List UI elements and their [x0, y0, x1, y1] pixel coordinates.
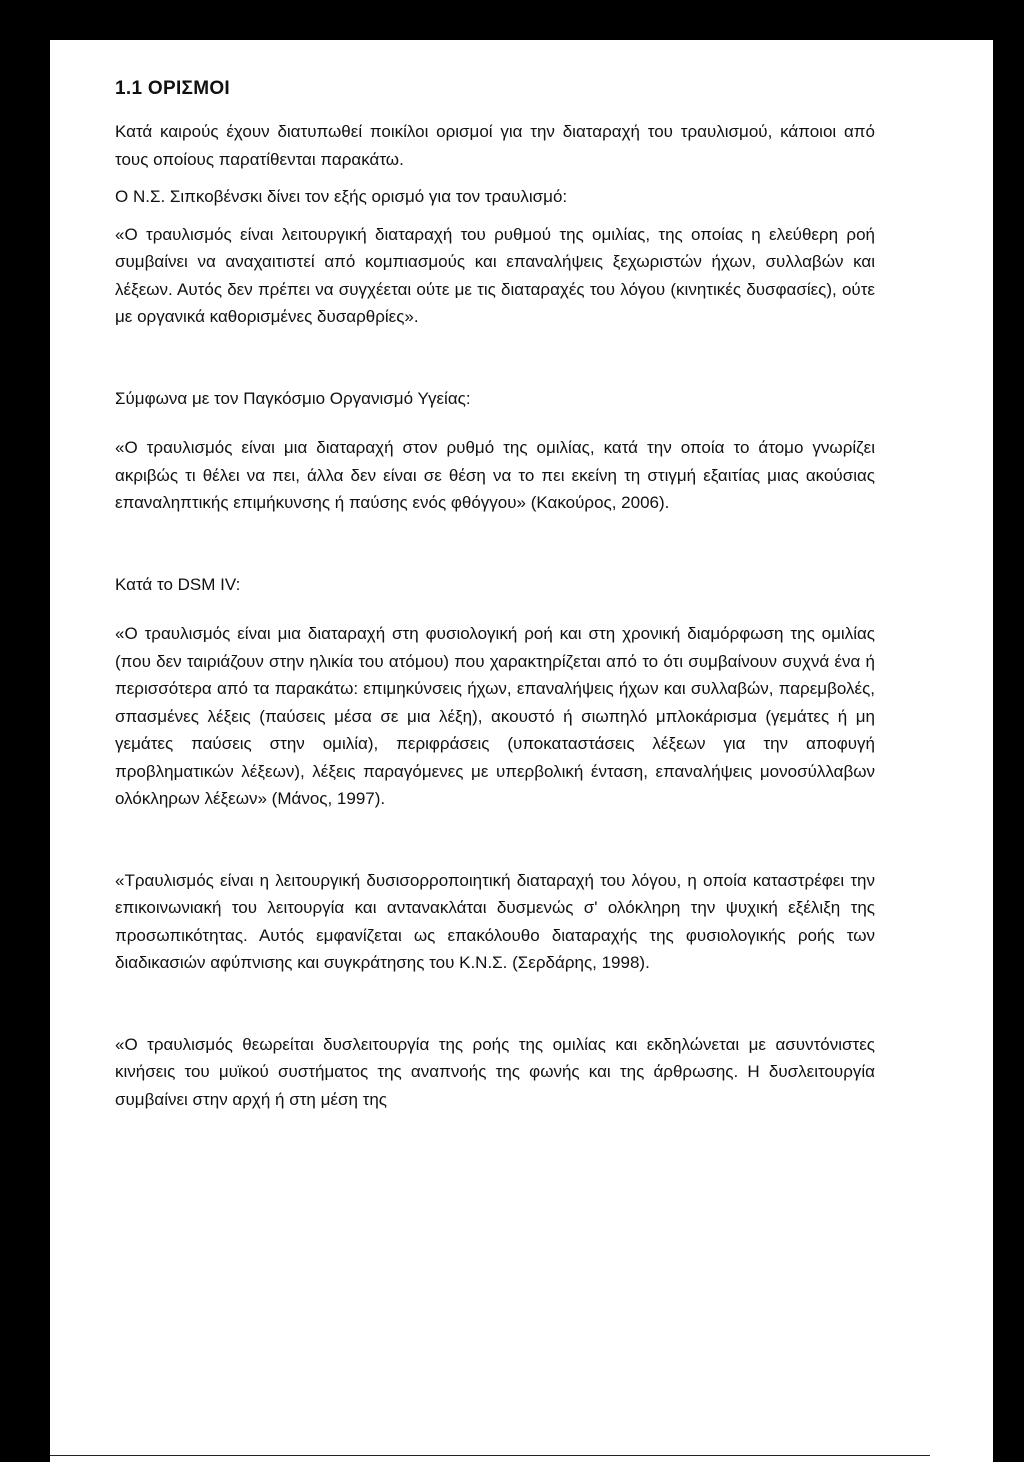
spacer [115, 331, 875, 385]
quote-serdaris: «Τραυλισμός είναι η λειτουργική δυσισορροποιητική διαταραχή του λόγου, η οποία καταστρέφει την επικοινωνιακή του λειτουργία και αντανακλάται δυσμενώς σ' ολόκληρη την ψυχική εξέλιξη της προσωπικότητας. Αυτός εμφανίζεται ως επακόλουθο διαταραχής της φυσιολογικής ροής των διαδικασιών αφύπνισης και συγκράτησης του Κ.Ν.Σ. (Σερδάρης, 1998). [115, 870, 875, 972]
footnote-divider [50, 1455, 930, 1456]
quote-sipkovenski: «Ο τραυλισμός είναι λειτουργική διαταραχή του ρυθμού της ομιλίας, της οποίας η ελεύθερη ροή συμβαίνει να αναχαιτιστεί από κομπιασμούς και επαναλήψεις ξεχωριστών ήχων, συλλαβών και λέξεων. Αυτός δεν πρέπει να συγχέεται ούτε με τις διαταραχές του λόγου (κινητικές δυσφασίες), ούτε με οργανικά καθορισμένες δυσαρθρίες». [115, 224, 875, 326]
paragraph-sipkovenski-intro: Ο Ν.Σ. Σιπκοβένσκι δίνει τον εξής ορισμό για τον τραυλισμό: [115, 187, 568, 206]
document-body [115, 78, 875, 1113]
spacer [115, 598, 875, 620]
spacer [115, 173, 875, 183]
spacer [115, 211, 875, 221]
document-page [50, 40, 993, 1462]
quote-who: «Ο τραυλισμός είναι μια διαταραχή στον ρυθμό της ομιλίας, κατά την οποία το άτομο γνωρίζει ακριβώς τι θέλει να πει, άλλα δεν είναι σε θέση να το πει εκείνη τη στιγμή εξαιτίας μιας ακούσιας επαναληπτικής επιμήκυνσης ή παύσης ενός φθόγγου» (Κακούρος, 2006). [115, 438, 875, 512]
paragraph-dsm-intro: Κατά το DSM IV: [115, 574, 241, 594]
paragraph-intro: Κατά καιρούς έχουν διατυπωθεί ποικίλοι ορισμοί για την διαταραχή του τραυλισμού, κάποιοι από τους οποίους παρατίθενται παρακάτω. [115, 122, 875, 169]
section-heading: 1.1 ΟΡΙΣΜΟΙ [115, 78, 231, 99]
spacer [115, 412, 875, 434]
quote-dysfunction: «Ο τραυλισμός θεωρείται δυσλειτουργία της ροής της ομιλίας και εκδηλώνεται με ασυντόνιστες κινήσεις του μυϊκού συστήματος της αναπνοής της φωνής και της άρθρωσης. Η δυσλειτουργία συμβαίνει στην αρχή ή στη μέση της [115, 1034, 875, 1109]
paragraph-who-intro: Σύμφωνα με τον Παγκόσμιο Οργανισμό Υγείας: [115, 388, 471, 408]
spacer [115, 813, 875, 867]
quote-dsm: «Ο τραυλισμός είναι μια διαταραχή στη φυσιολογική ροή και στη χρονική διαμόρφωση της ομιλίας (που δεν ταιριάζουν στην ηλικία του ατόμου) που χαρακτηρίζεται από το ότι συμβαίνουν συχνά ένα ή περισσότερα από τα παρακάτω: επιμηκύνσεις ήχων, επαναλήψεις ήχων και συλλαβών, παρεμβολές, σπασμένες λέξεις (παύσεις μέσα σε μια λέξη), ακουστό ή σιωπηλό μπλοκάρισμα (γεμάτες ή μη γεμάτες παύσεις στην ομιλία), περιφράσεις (υποκαταστάσεις λέξεων για την αποφυγή προβληματικών λέξεων), λέξεις παραγόμενες με υπερβολική ένταση, επαναλήψεις μονοσύλλαβων ολόκληρων λέξεων» (Μάνος, 1997). [115, 624, 875, 808]
spacer [115, 517, 875, 571]
spacer [115, 977, 875, 1031]
